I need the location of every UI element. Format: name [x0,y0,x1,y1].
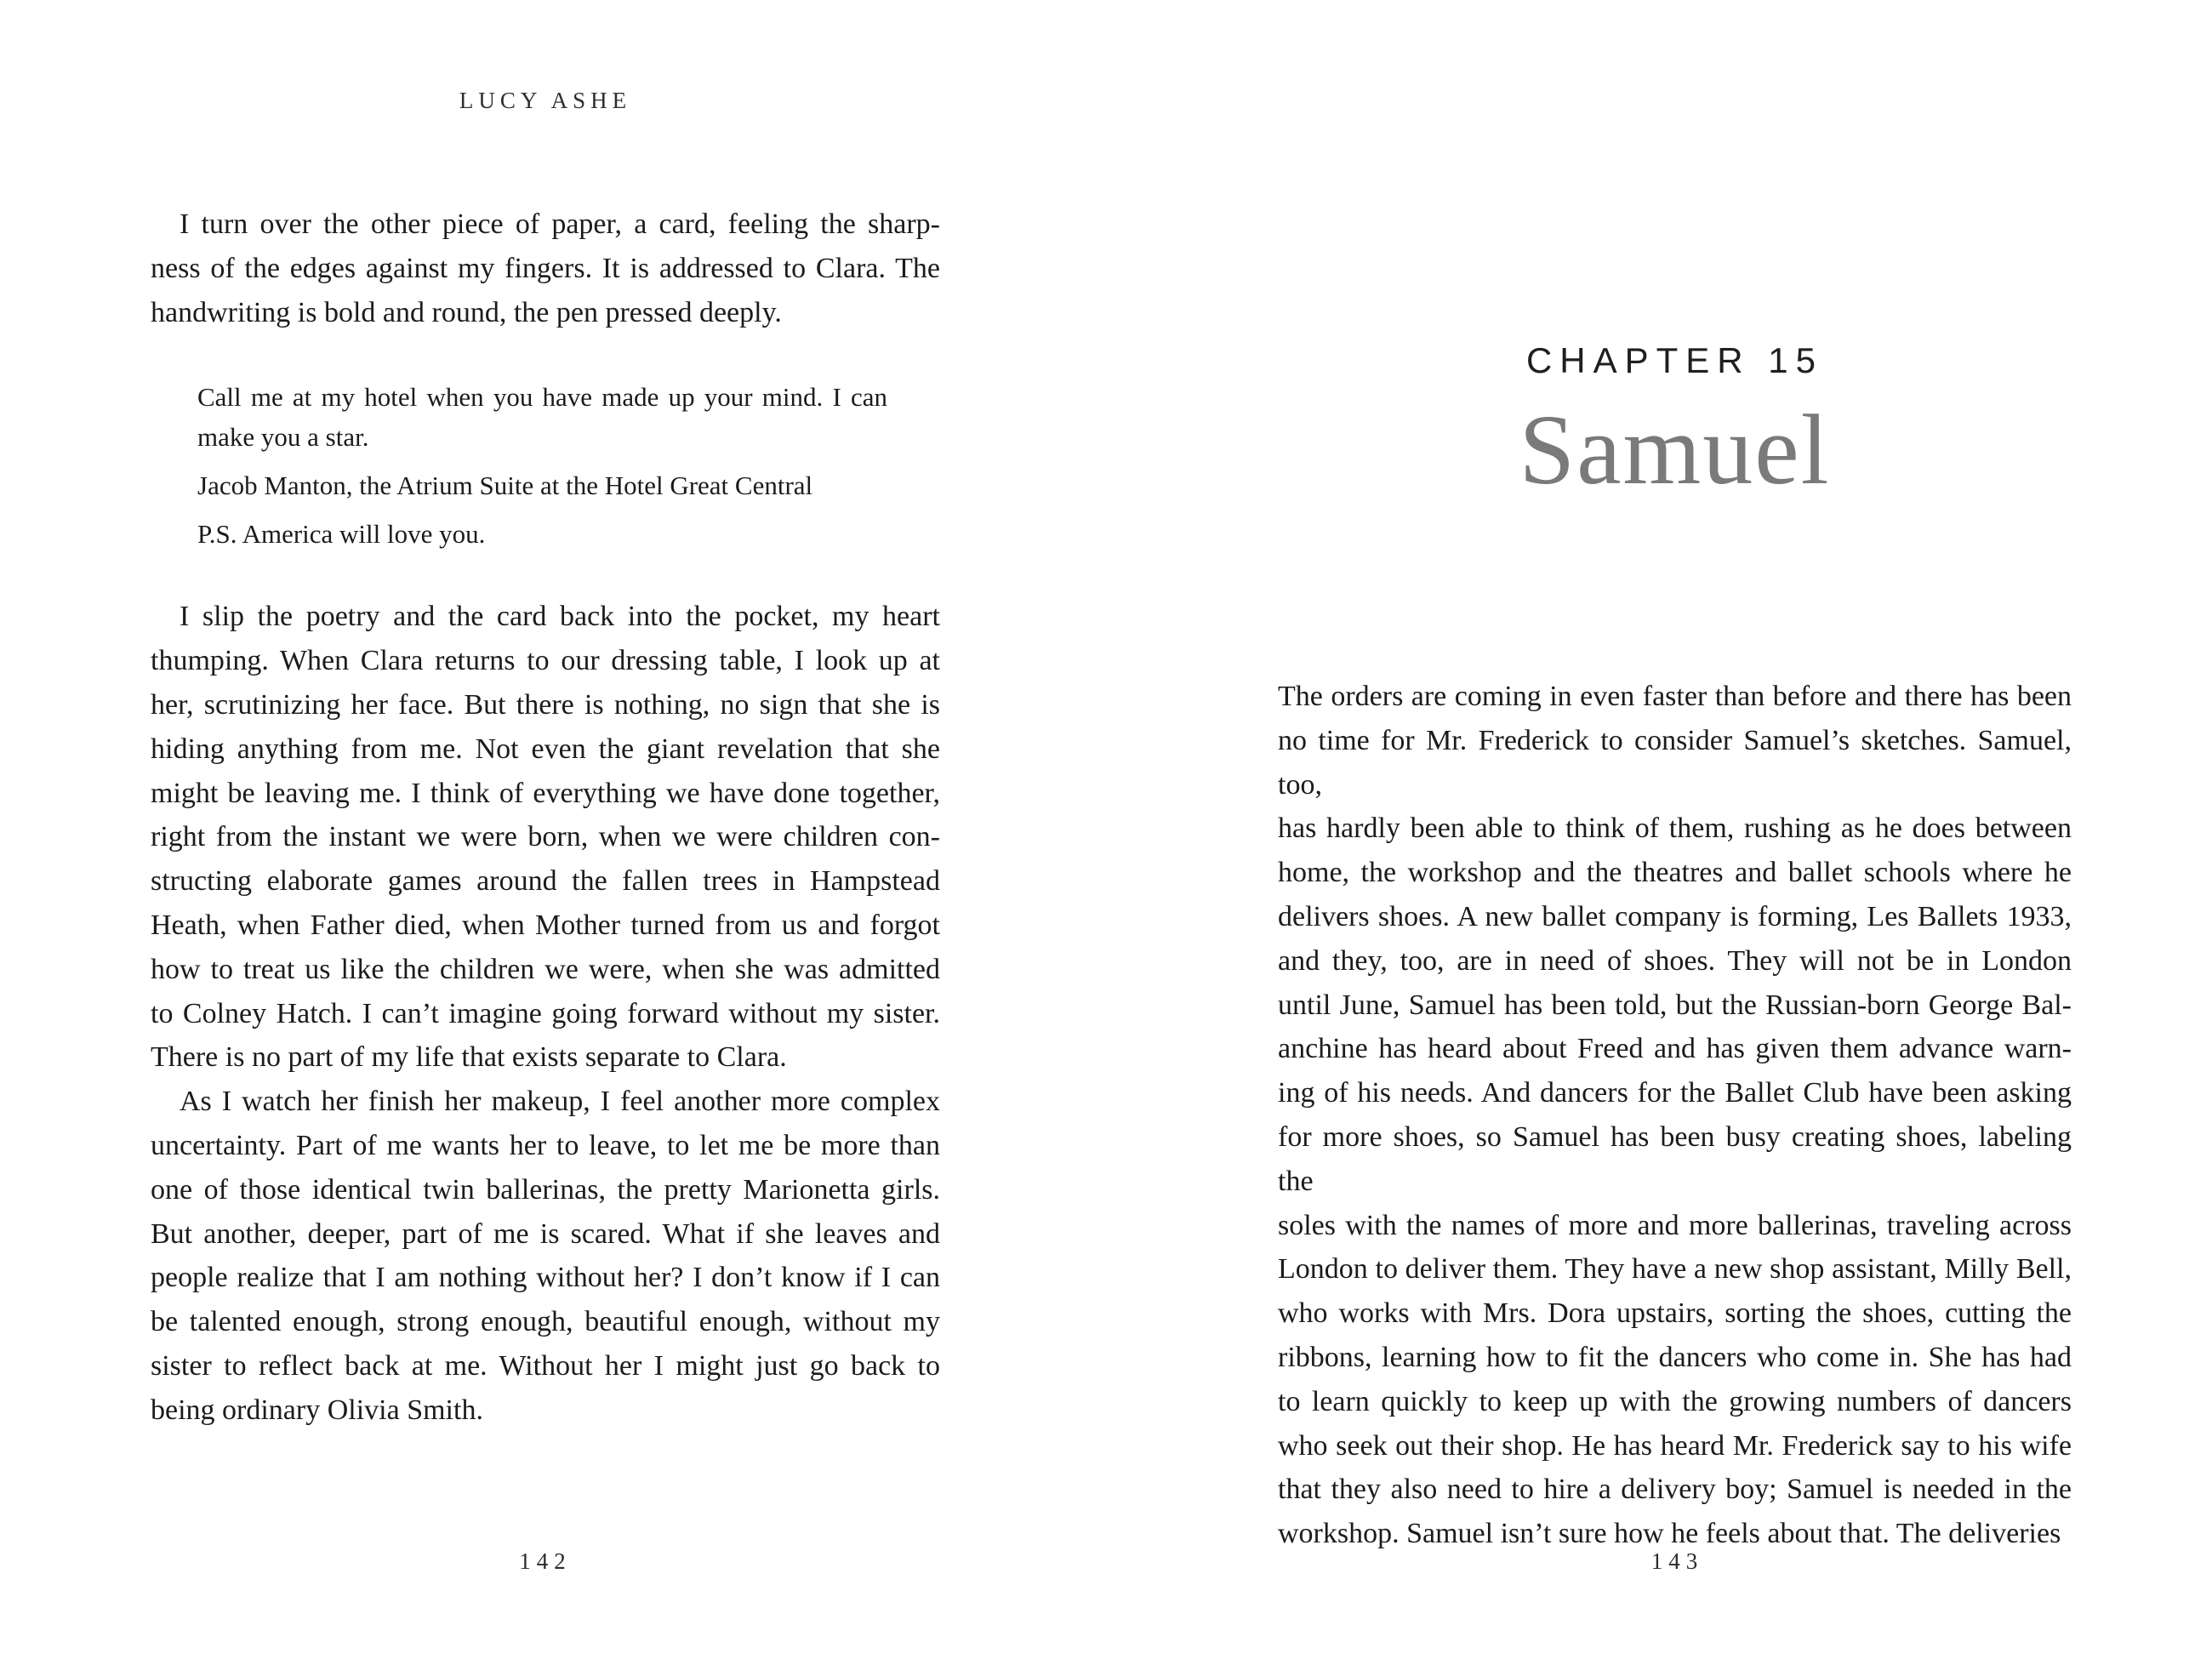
text-line: to learn quickly to keep up with the growing numbers of dancers [1278,1385,2072,1417]
text-line: P.S. America will love you. [197,519,486,550]
right-page-text-block [1278,675,2072,1556]
body-paragraph [1278,675,2072,1556]
text-line: until June, Samuel has been told, but the Russian-born George Bal- [1278,989,2072,1021]
text-line: Heath, when Father died, when Mother turned from us and forgot [151,909,940,941]
text-line: The orders are coming in even faster than before and there has been [1278,681,2072,712]
text-line: Jacob Manton, the Atrium Suite at the Hotel Great Central [197,470,813,501]
text-line: There is no part of my life that exists separate to Clara. [151,1041,787,1074]
text-line: to Colney Hatch. I can’t imagine going forward without my sister. [151,997,940,1029]
text-line: handwriting is bold and round, the pen pressed deeply. [151,296,782,328]
text-line: As I watch her finish her makeup, I feel another more complex [180,1086,940,1118]
quote-paragraph [151,514,940,554]
text-line: anchine has heard about Freed and has given them advance warn- [1278,1033,2072,1065]
text-line: soles with the names of more and more ballerinas, traveling across [1278,1209,2072,1241]
text-line: might be leaving me. I think of everything we have done together, [151,777,940,809]
running-header-author: LUCY ASHE [459,88,632,113]
page-number-left: 142 [519,1548,572,1574]
text-line: workshop. Samuel isn’t sure how he feels about that. The deliveries [1278,1518,2061,1550]
body-paragraph [151,202,940,334]
text-line: thumping. When Clara returns to our dressing table, I look up at [151,645,940,677]
text-line: I turn over the other piece of paper, a card, feeling the sharp- [180,208,940,240]
body-paragraph [151,1080,940,1432]
text-line: people realize that I am nothing without her? I don’t know if I can [151,1262,940,1294]
text-line: that they also need to hire a delivery boy; Samuel is needed in the [1278,1474,2072,1506]
page-number-right: 143 [1650,1548,1704,1574]
text-line: who seek out their shop. He has heard Mr. Frederick say to his wife [1278,1429,2072,1462]
text-line: one of those identical twin ballerinas, the pretty Marionetta girls. [151,1173,940,1206]
text-line: uncertainty. Part of me wants her to leave, to let me be more than [151,1129,940,1161]
text-line: London to deliver them. They have a new shop assistant, Milly Bell, [1278,1253,2072,1286]
left-page-text-block [151,202,940,1433]
text-line: I slip the poetry and the card back into the pocket, my heart [180,601,940,633]
text-line: has hardly been able to think of them, rushing as he does between [1278,812,2072,845]
text-line: no time for Mr. Frederick to consider Samuel’s sketches. Samuel, too, [1278,724,2072,801]
quote-paragraph [151,465,940,505]
text-line: make you a star. [197,422,369,453]
text-line: ness of the edges against my fingers. It is addressed to Clara. The [151,252,940,284]
chapter-title: Samuel [1519,394,1831,505]
text-line: hiding anything from me. Not even the giant revelation that she [151,733,940,765]
text-line: how to treat us like the children we were, when she was admitted [151,953,940,985]
text-line: right from the instant we were born, when we were children con- [151,821,940,853]
text-line: ing of his needs. And dancers for the Ballet Club have been asking [1278,1077,2072,1109]
text-line: who works with Mrs. Dora upstairs, sorting the shoes, cutting the [1278,1297,2072,1330]
text-line: for more shoes, so Samuel has been busy creating shoes, labeling the [1278,1120,2072,1197]
text-line: But another, deeper, part of me is scared. What if she leaves and [151,1217,940,1250]
quote-paragraph [151,377,940,457]
text-line: ribbons, learning how to fit the dancers who come in. She has had [1278,1341,2072,1373]
text-line: being ordinary Olivia Smith. [151,1394,483,1426]
text-line: and they, too, are in need of shoes. They will not be in London [1278,944,2072,977]
text-line: delivers shoes. A new ballet company is forming, Les Ballets 1933, [1278,900,2072,932]
text-line: her, scrutinizing her face. But there is nothing, no sign that she is [151,688,940,721]
text-line: structing elaborate games around the fallen trees in Hampstead [151,865,940,898]
text-line: sister to reflect back at me. Without her I might just go back to [151,1349,940,1382]
body-paragraph [151,595,940,1080]
text-line: be talented enough, strong enough, beautiful enough, without my [151,1306,940,1338]
text-line: Call me at my hotel when you have made up your mind. I can [197,382,887,413]
text-line: home, the workshop and the theatres and ballet schools where he [1278,857,2072,889]
chapter-label: CHAPTER 15 [1525,340,1824,380]
